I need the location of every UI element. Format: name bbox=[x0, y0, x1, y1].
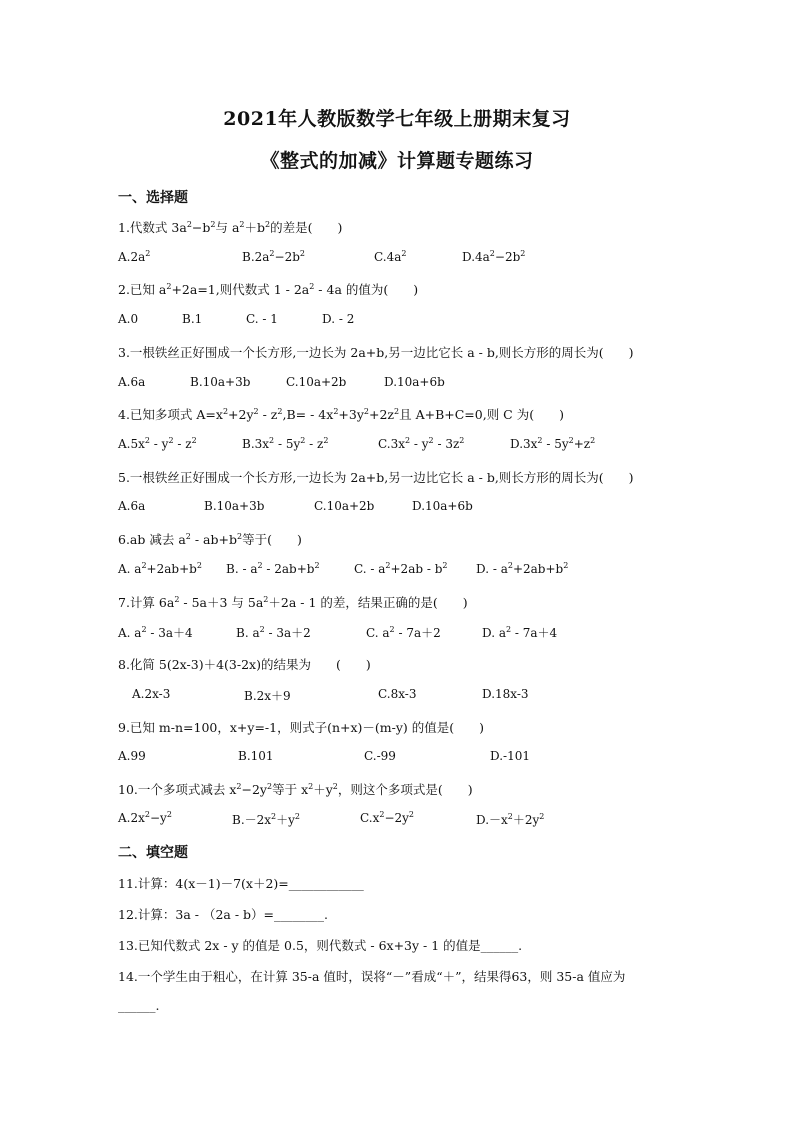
option-b: B. - $a^2 - 2ab+b^2$ bbox=[226, 561, 320, 576]
option-c: C.-99 bbox=[364, 749, 396, 763]
option-b: $B.3x^2 - 5y^2 - z^2$ bbox=[242, 436, 329, 451]
option-c: C. $a^2 - 7a+2$ bbox=[366, 625, 441, 640]
option-d: D. - $a^2+2ab+b^2$ bbox=[476, 561, 569, 576]
option-c: $C.3x^2 - y^2 - 3z^2$ bbox=[378, 436, 465, 451]
option-b: B.10a+3b bbox=[190, 375, 251, 389]
section-heading-fill-blank: 二、填空题 bbox=[118, 845, 188, 861]
option-a: A.6a bbox=[118, 499, 146, 513]
question-3: 3.一根铁丝正好围成一个长方形,一边长为 2a+b,另一边比它长 a - b,则长方形的周长为( ) bbox=[118, 345, 634, 360]
option-b: B.1 bbox=[182, 312, 203, 326]
document-subtitle: 《整式的加减》计算题专题练习 bbox=[260, 150, 534, 172]
question-7: 7.计算 $6a^2 - 5a+3$ 与 $5a^2+2a - 1$ 的差，结果正确的是( ) bbox=[118, 594, 468, 610]
option-d: D. $a^2 - 7a+4$ bbox=[482, 625, 558, 640]
option-c: C. - 1 bbox=[246, 312, 278, 326]
question-9: 9.已知 m-n=100，x+y=-1，则式子(n+x)－(m-y) 的值是( ) bbox=[118, 720, 485, 735]
option-a: A. $a^2 - 3a+4$ bbox=[118, 625, 193, 640]
question-8: 8.化简 5(2x-3)＋4(3-2x)的结果为 ( ) bbox=[118, 657, 371, 672]
option-a: A.0 bbox=[118, 312, 139, 326]
option-a: $A.2x^2-y^2$ bbox=[118, 810, 172, 825]
option-c: C.8x-3 bbox=[378, 687, 417, 701]
question-6: 6.ab 减去 $a^2 - ab+b^2$等于( ) bbox=[118, 531, 302, 547]
question-12: 12.计算：3a - （2a - b）=________. bbox=[118, 907, 328, 922]
question-13: 13.已知代数式 2x - y 的值是 0.5，则代数式 - 6x+3y - 1 的值是______. bbox=[118, 938, 523, 953]
option-a: A. $a^2+2ab+b^2$ bbox=[118, 561, 202, 576]
question-1: 1.代数式 $3a^2-b^2$与 $a^2+b^2$的差是( ) bbox=[118, 219, 343, 235]
option-d: D.10a+6b bbox=[412, 499, 473, 513]
option-b: B.2x＋9 bbox=[244, 689, 291, 703]
option-d: D.18x-3 bbox=[482, 687, 529, 701]
document-title: 2021年人教版数学七年级上册期末复习 bbox=[223, 108, 571, 130]
option-b: $B.2a^2-2b^2$ bbox=[242, 249, 305, 264]
option-b: B. $a^2 - 3a+2$ bbox=[236, 625, 311, 640]
question-14-blank: ______. bbox=[118, 998, 160, 1013]
option-a: A.2x-3 bbox=[132, 687, 171, 701]
question-10: 10.一个多项式减去 $x^2-2y^2$等于 $x^2+y^2$，则这个多项式是( ) bbox=[118, 781, 473, 797]
option-d: D. - 2 bbox=[322, 312, 355, 326]
option-a: A.6a bbox=[118, 375, 146, 389]
option-d: D.10a+6b bbox=[384, 375, 445, 389]
question-14: 14.一个学生由于粗心，在计算 35-a 值时，误将“－”看成“＋”，结果得63，则 35-a 值应为 bbox=[118, 969, 626, 984]
option-a: $A.5x^2 - y^2 - z^2$ bbox=[118, 436, 197, 451]
option-b: B.101 bbox=[238, 749, 274, 763]
question-5: 5.一根铁丝正好围成一个长方形,一边长为 2a+b,另一边比它长 a - b,则长方形的周长为( ) bbox=[118, 470, 634, 485]
option-d: $D.4a^2-2b^2$ bbox=[462, 249, 526, 264]
question-11: 11.计算：4(x－1)－7(x＋2)=____________ bbox=[118, 876, 364, 891]
section-heading-choice: 一、选择题 bbox=[118, 190, 188, 206]
option-b: $B.-2x^2+y^2$ bbox=[232, 812, 301, 827]
option-a: A.99 bbox=[118, 749, 146, 763]
question-2: 2.已知 $a^2+2a=1$,则代数式 $1 - 2a^2 - 4a$ 的值为( ) bbox=[118, 281, 419, 297]
option-c: C. - $a^2+2ab - b^2$ bbox=[354, 561, 448, 576]
option-a: $A.2a^2$ bbox=[118, 249, 151, 264]
option-c: C.10a+2b bbox=[314, 499, 375, 513]
option-c: $C.4a^2$ bbox=[374, 249, 407, 264]
option-c: C.10a+2b bbox=[286, 375, 347, 389]
option-d: D.-101 bbox=[490, 749, 530, 763]
option-c: $C.x^2-2y^2$ bbox=[360, 810, 414, 825]
question-4: 4.已知多项式 $A=x^2+2y^2 - z^2,B= - 4x^2+3y^2+2z^2$且 A+B+C=0,则 C 为( ) bbox=[118, 406, 564, 422]
option-b: B.10a+3b bbox=[204, 499, 265, 513]
option-d: $D.-x^2+2y^2$ bbox=[476, 812, 545, 827]
option-d: $D.3x^2 - 5y^2+z^2$ bbox=[510, 436, 596, 451]
